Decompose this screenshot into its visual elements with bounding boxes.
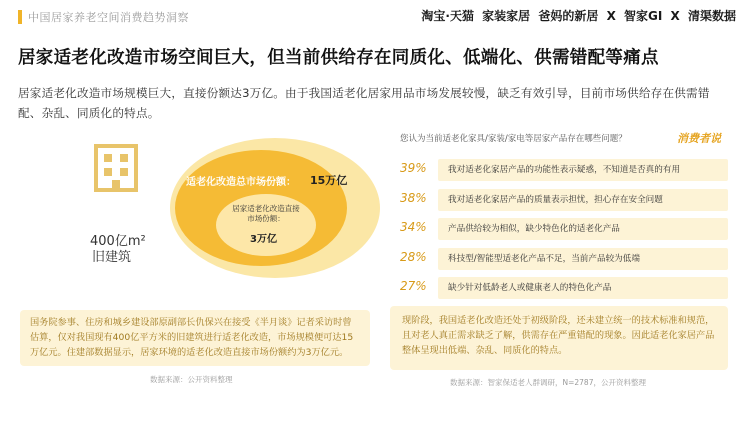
page-headline: 居家适老化改造市场空间巨大，但当前供给存在同质化、低端化、供需错配等痛点 xyxy=(18,48,659,68)
issue-list xyxy=(390,156,735,304)
issue-percent: 27% xyxy=(400,279,427,293)
partner-logos xyxy=(417,7,736,24)
issue-text: 产品供给较为相似，缺少特色化的适老化产品 xyxy=(448,224,620,234)
logo-taobao-tmall: 淘宝·天猫 xyxy=(421,9,474,23)
survey-question: 您认为当前适老化家具/家装/家电等居家产品存在哪些问题？ xyxy=(400,134,627,144)
building-area-label: 旧建筑 xyxy=(92,250,132,265)
issue-row xyxy=(390,274,735,304)
issue-percent: 34% xyxy=(400,220,427,234)
top-bar xyxy=(0,0,750,34)
header-accent-mark xyxy=(18,10,22,24)
total-market-value: 15万亿 xyxy=(310,174,348,187)
direct-market-value: 3万亿 xyxy=(250,234,277,245)
logo-separator: X xyxy=(670,9,680,23)
consumer-voice-tag: 消费者说 xyxy=(677,132,721,145)
issue-text: 我对适老化家居产品的功能性表示疑惑，不知道是否真的有用 xyxy=(448,165,681,175)
direct-market-label: 居家适老化改造直接市场份额： xyxy=(232,204,300,223)
logo-parents-new-home: 爸妈的新居 xyxy=(538,9,599,23)
issue-row xyxy=(390,156,735,186)
logo-qingqu-data: 清渠数据 xyxy=(687,9,736,23)
consumer-issues-panel xyxy=(390,128,735,398)
issue-text: 科技型/智能型适老化产品不足，当前产品较为低端 xyxy=(448,253,640,264)
issue-row xyxy=(390,215,735,245)
logo-separator: X xyxy=(606,9,616,23)
issue-percent: 38% xyxy=(400,190,427,205)
total-market-label: 适老化改造总市场份额： xyxy=(186,177,296,188)
issue-text: 缺少针对低龄老人或健康老人的特色化产品 xyxy=(448,283,612,293)
issue-percent: 39% xyxy=(400,161,427,175)
issue-source: 数据来源：智家保适老人群调研，N=2787，公开资料整理 xyxy=(450,378,646,387)
issue-row xyxy=(390,245,735,275)
issue-row xyxy=(390,186,735,216)
building-area-value: 400亿m² xyxy=(90,234,146,249)
issue-note: 现阶段，我国适老化改造还处于初级阶段，还未建立统一的技术标准和规范，且对老人真正需求缺乏了解，供需存在严重错配的现象。因此适老化家居产品整体呈现出低端、杂乱、同质化的特点。 xyxy=(390,306,728,370)
logo-zhijia: 智家GI xyxy=(624,9,663,23)
market-source: 数据来源：公开资料整理 xyxy=(150,375,233,384)
logo-home-decor: 家装家居 xyxy=(482,9,531,23)
market-note: 国务院参事、住房和城乡建设部原副部长仇保兴在接受《半月谈》记者采访时曾估算，仅对我国现有400亿平方米的旧建筑进行适老化改造，市场规模便可达15万亿元。住建部数据显示，居家环境的适老化改造直接市场份额约为3万亿元。 xyxy=(20,310,370,366)
market-size-panel xyxy=(20,138,370,388)
building-icon xyxy=(90,138,142,194)
report-subtitle: 中国居家养老空间消费趋势洞察 xyxy=(28,11,189,24)
issue-text: 我对适老化家居产品的质量表示担忧，担心存在安全问题 xyxy=(448,194,663,205)
issue-percent: 28% xyxy=(400,249,427,264)
intro-paragraph: 居家适老化改造市场规模巨大，直接份额达3万亿。由于我国适老化居家用品市场发展较慢，缺乏有效引导，目前市场供给存在供需错配、杂乱、同质化的特点。 xyxy=(18,86,710,120)
